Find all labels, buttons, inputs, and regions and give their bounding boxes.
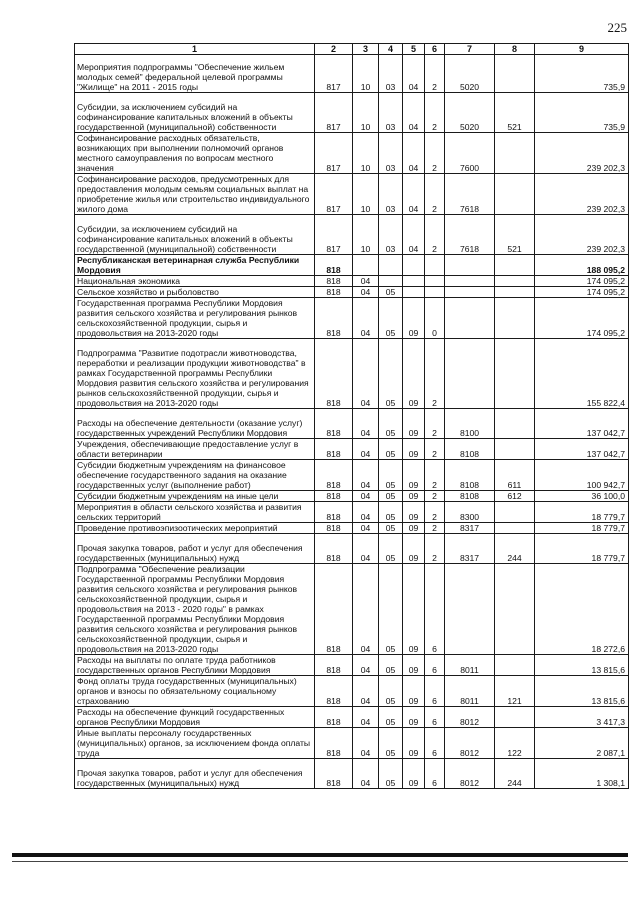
target-code: 8011 [445, 676, 495, 707]
table-row [75, 339, 629, 409]
row-sum: 174 095,2 [535, 298, 629, 339]
section-code: 04 [353, 439, 379, 460]
row-sum: 155 822,4 [535, 339, 629, 409]
dept-code: 818 [315, 287, 353, 298]
section-code: 10 [353, 174, 379, 215]
program-code: 09 [403, 523, 425, 534]
table-row [75, 255, 629, 276]
dept-code: 817 [315, 215, 353, 255]
row-name: Фонд оплаты труда государственных (муниципальных) органов и взносы по обязательному социальному страхованию [75, 676, 315, 707]
row-name: Подпрограмма "Обеспечение реализации Государственной программы Республики Мордовия развития сельского хозяйства и регулирования рынков сельскохозяйственной продукции, сырья и продовольствия на 2013 - 2020 годы" в рамках Государственной программы Республики Мордовия развития сельского хозяйства и регулирования рынков сельскохозяйственной продукции, сырья и продовольствия на 2013-2020 годы [75, 564, 315, 655]
section-code: 04 [353, 298, 379, 339]
subsection-code: 05 [379, 655, 403, 676]
subsection-code: 03 [379, 133, 403, 174]
subprogram-code [425, 255, 445, 276]
table-row [75, 491, 629, 502]
target-code: 8108 [445, 491, 495, 502]
section-code: 04 [353, 523, 379, 534]
program-code: 04 [403, 133, 425, 174]
expense-type-code [495, 255, 535, 276]
expense-type-code [495, 287, 535, 298]
table-row [75, 707, 629, 728]
expense-type-code [495, 564, 535, 655]
subsection-code: 05 [379, 759, 403, 789]
dept-code: 817 [315, 93, 353, 133]
row-sum: 18 779,7 [535, 523, 629, 534]
column-number-row [75, 44, 629, 55]
subsection-code: 05 [379, 707, 403, 728]
program-code: 09 [403, 655, 425, 676]
dept-code: 818 [315, 460, 353, 491]
row-name: Расходы на обеспечение функций государственных органов Республики Мордовия [75, 707, 315, 728]
subsection-code: 05 [379, 523, 403, 534]
target-code: 8100 [445, 409, 495, 439]
row-name: Прочая закупка товаров, работ и услуг для обеспечения государственных (муниципальных) нужд [75, 759, 315, 789]
table-row [75, 287, 629, 298]
subprogram-code [425, 287, 445, 298]
program-code [403, 255, 425, 276]
program-code: 09 [403, 439, 425, 460]
table-row [75, 409, 629, 439]
table-row [75, 564, 629, 655]
target-code: 8317 [445, 523, 495, 534]
footer-rule-thin [12, 861, 628, 862]
subsection-code: 05 [379, 439, 403, 460]
subsection-code: 05 [379, 409, 403, 439]
program-code: 09 [403, 298, 425, 339]
row-name: Субсидии, за исключением субсидий на софинансирование капитальных вложений в объекты государственной (муниципальной) собственности [75, 215, 315, 255]
subsection-code: 03 [379, 93, 403, 133]
row-sum: 137 042,7 [535, 409, 629, 439]
table-row [75, 728, 629, 759]
table-row [75, 439, 629, 460]
expense-type-code: 244 [495, 534, 535, 564]
section-code: 04 [353, 707, 379, 728]
expense-type-code [495, 409, 535, 439]
subprogram-code: 2 [425, 174, 445, 215]
footer-rule [12, 853, 628, 857]
target-code: 5020 [445, 55, 495, 93]
subsection-code: 05 [379, 460, 403, 491]
subprogram-code: 6 [425, 676, 445, 707]
page-number: 225 [607, 20, 627, 35]
dept-code: 818 [315, 298, 353, 339]
section-code: 04 [353, 460, 379, 491]
subprogram-code: 2 [425, 93, 445, 133]
row-name: Иные выплаты персоналу государственных (муниципальных) органов, за исключением фонда оплаты труда [75, 728, 315, 759]
section-code: 04 [353, 655, 379, 676]
row-name: Софинансирование расходов, предусмотренных для предоставления молодым семьям социальных выплат на приобретение жилья или строительство индивидуального жилого дома [75, 174, 315, 215]
dept-code: 818 [315, 339, 353, 409]
target-code [445, 298, 495, 339]
dept-code: 818 [315, 676, 353, 707]
expense-type-code: 521 [495, 215, 535, 255]
row-sum: 239 202,3 [535, 174, 629, 215]
target-code [445, 255, 495, 276]
program-code: 09 [403, 409, 425, 439]
program-code: 09 [403, 564, 425, 655]
expense-type-code [495, 655, 535, 676]
program-code [403, 276, 425, 287]
program-code: 09 [403, 502, 425, 523]
section-code: 04 [353, 276, 379, 287]
row-name: Субсидии бюджетным учреждениям на финансовое обеспечение государственного задания на оказание государственных услуг (выполнение работ) [75, 460, 315, 491]
table-row [75, 133, 629, 174]
row-sum: 100 942,7 [535, 460, 629, 491]
row-sum: 239 202,3 [535, 215, 629, 255]
row-sum: 13 815,6 [535, 676, 629, 707]
dept-code: 818 [315, 564, 353, 655]
subprogram-code: 2 [425, 502, 445, 523]
column-number: 2 [315, 44, 353, 55]
subsection-code: 03 [379, 174, 403, 215]
program-code: 09 [403, 759, 425, 789]
dept-code: 818 [315, 276, 353, 287]
section-code [353, 255, 379, 276]
section-code: 04 [353, 339, 379, 409]
expense-type-code [495, 55, 535, 93]
target-code [445, 276, 495, 287]
table-row [75, 298, 629, 339]
program-code [403, 287, 425, 298]
row-name: Проведение противоэпизоотических мероприятий [75, 523, 315, 534]
expense-type-code [495, 707, 535, 728]
subprogram-code: 6 [425, 728, 445, 759]
table-row [75, 534, 629, 564]
column-number: 1 [75, 44, 315, 55]
dept-code: 818 [315, 759, 353, 789]
expense-type-code: 521 [495, 93, 535, 133]
table-row [75, 55, 629, 93]
expense-type-code: 611 [495, 460, 535, 491]
target-code [445, 287, 495, 298]
target-code: 8012 [445, 707, 495, 728]
subprogram-code: 6 [425, 707, 445, 728]
subsection-code: 05 [379, 728, 403, 759]
subsection-code: 05 [379, 676, 403, 707]
expense-type-code [495, 174, 535, 215]
section-code: 10 [353, 133, 379, 174]
dept-code: 818 [315, 502, 353, 523]
budget-table [74, 43, 629, 789]
target-code: 7618 [445, 174, 495, 215]
program-code: 09 [403, 460, 425, 491]
dept-code: 818 [315, 255, 353, 276]
row-sum: 1 308,1 [535, 759, 629, 789]
expense-type-code: 122 [495, 728, 535, 759]
program-code: 09 [403, 534, 425, 564]
row-sum: 18 272,6 [535, 564, 629, 655]
program-code: 09 [403, 491, 425, 502]
table-row [75, 655, 629, 676]
expense-type-code [495, 502, 535, 523]
row-name: Учреждения, обеспечивающие предоставление услуг в области ветеринарии [75, 439, 315, 460]
target-code: 5020 [445, 93, 495, 133]
dept-code: 818 [315, 655, 353, 676]
section-code: 04 [353, 759, 379, 789]
section-code: 04 [353, 409, 379, 439]
table-row [75, 523, 629, 534]
expense-type-code: 244 [495, 759, 535, 789]
subprogram-code: 6 [425, 564, 445, 655]
table-row [75, 276, 629, 287]
subprogram-code: 2 [425, 409, 445, 439]
table-row [75, 676, 629, 707]
subprogram-code: 2 [425, 523, 445, 534]
row-sum: 36 100,0 [535, 491, 629, 502]
dept-code: 817 [315, 133, 353, 174]
subprogram-code: 2 [425, 339, 445, 409]
target-code: 8012 [445, 728, 495, 759]
target-code: 8317 [445, 534, 495, 564]
program-code: 04 [403, 174, 425, 215]
subsection-code: 05 [379, 502, 403, 523]
dept-code: 818 [315, 534, 353, 564]
dept-code: 818 [315, 491, 353, 502]
table-row [75, 460, 629, 491]
target-code [445, 339, 495, 409]
expense-type-code [495, 439, 535, 460]
subprogram-code: 6 [425, 759, 445, 789]
row-sum: 239 202,3 [535, 133, 629, 174]
row-sum: 174 095,2 [535, 276, 629, 287]
section-code: 04 [353, 287, 379, 298]
table-body [75, 55, 629, 789]
column-number: 7 [445, 44, 495, 55]
target-code: 8011 [445, 655, 495, 676]
subprogram-code: 0 [425, 298, 445, 339]
column-number: 4 [379, 44, 403, 55]
row-name: Субсидии, за исключением субсидий на софинансирование капитальных вложений в объекты государственной (муниципальной) собственности [75, 93, 315, 133]
section-code: 04 [353, 502, 379, 523]
dept-code: 818 [315, 523, 353, 534]
column-number: 6 [425, 44, 445, 55]
row-name: Мероприятия в области сельского хозяйства и развития сельских территорий [75, 502, 315, 523]
row-name: Подпрограмма "Развитие подотрасли животноводства, переработки и реализации продукции животноводства" в рамках Государственной программы Республики Мордовия развития сельского хозяйства и регулирования рынков сельскохозяйственной продукции, сырья и продовольствия на 2013-2020 годы [75, 339, 315, 409]
target-code: 8108 [445, 460, 495, 491]
subprogram-code: 2 [425, 534, 445, 564]
row-name: Субсидии бюджетным учреждениям на иные цели [75, 491, 315, 502]
row-sum: 188 095,2 [535, 255, 629, 276]
column-number: 8 [495, 44, 535, 55]
section-code: 10 [353, 93, 379, 133]
dept-code: 817 [315, 174, 353, 215]
row-name: Национальная экономика [75, 276, 315, 287]
subsection-code [379, 276, 403, 287]
row-name: Прочая закупка товаров, работ и услуг для обеспечения государственных (муниципальных) нужд [75, 534, 315, 564]
subprogram-code [425, 276, 445, 287]
row-name: Расходы на выплаты по оплате труда работников государственных органов Республики Мордовия [75, 655, 315, 676]
program-code: 09 [403, 728, 425, 759]
row-sum: 13 815,6 [535, 655, 629, 676]
row-name: Сельское хозяйство и рыболовство [75, 287, 315, 298]
expense-type-code [495, 276, 535, 287]
program-code: 04 [403, 215, 425, 255]
subsection-code: 05 [379, 534, 403, 564]
row-sum: 137 042,7 [535, 439, 629, 460]
section-code: 04 [353, 676, 379, 707]
subsection-code: 05 [379, 339, 403, 409]
expense-type-code [495, 298, 535, 339]
subprogram-code: 2 [425, 215, 445, 255]
target-code: 8108 [445, 439, 495, 460]
target-code: 7600 [445, 133, 495, 174]
target-code: 8300 [445, 502, 495, 523]
section-code: 10 [353, 55, 379, 93]
subsection-code [379, 255, 403, 276]
subprogram-code: 2 [425, 133, 445, 174]
section-code: 04 [353, 564, 379, 655]
program-code: 09 [403, 676, 425, 707]
row-sum: 18 779,7 [535, 534, 629, 564]
column-number: 5 [403, 44, 425, 55]
dept-code: 818 [315, 439, 353, 460]
expense-type-code: 612 [495, 491, 535, 502]
expense-type-code: 121 [495, 676, 535, 707]
row-name: Государственная программа Республики Мордовия развития сельского хозяйства и регулирования рынков сельскохозяйственной продукции, сырья и продовольствия на 2013-2020 годы [75, 298, 315, 339]
subprogram-code: 6 [425, 655, 445, 676]
dept-code: 818 [315, 728, 353, 759]
subprogram-code: 2 [425, 439, 445, 460]
section-code: 04 [353, 491, 379, 502]
program-code: 09 [403, 339, 425, 409]
subprogram-code: 2 [425, 491, 445, 502]
program-code: 09 [403, 707, 425, 728]
table-row [75, 759, 629, 789]
dept-code: 818 [315, 707, 353, 728]
target-code [445, 564, 495, 655]
program-code: 04 [403, 55, 425, 93]
subsection-code: 05 [379, 491, 403, 502]
table-row [75, 502, 629, 523]
subsection-code: 05 [379, 287, 403, 298]
row-name: Софинансирование расходных обязательств, возникающих при выполнении полномочий органов местного самоуправления по вопросам местного значения [75, 133, 315, 174]
subsection-code: 03 [379, 215, 403, 255]
column-number: 3 [353, 44, 379, 55]
row-sum: 174 095,2 [535, 287, 629, 298]
section-code: 04 [353, 728, 379, 759]
row-name: Республиканская ветеринарная служба Республики Мордовия [75, 255, 315, 276]
row-sum: 3 417,3 [535, 707, 629, 728]
column-number: 9 [535, 44, 629, 55]
program-code: 04 [403, 93, 425, 133]
dept-code: 817 [315, 55, 353, 93]
table-row [75, 215, 629, 255]
expense-type-code [495, 523, 535, 534]
section-code: 04 [353, 534, 379, 564]
subprogram-code: 2 [425, 55, 445, 93]
row-sum: 18 779,7 [535, 502, 629, 523]
row-sum: 735,9 [535, 55, 629, 93]
target-code: 8012 [445, 759, 495, 789]
subsection-code: 05 [379, 564, 403, 655]
row-name: Мероприятия подпрограммы "Обеспечение жильем молодых семей" федеральной целевой программы "Жилище" на 2011 - 2015 годы [75, 55, 315, 93]
subprogram-code: 2 [425, 460, 445, 491]
subsection-code: 03 [379, 55, 403, 93]
section-code: 10 [353, 215, 379, 255]
expense-type-code [495, 133, 535, 174]
dept-code: 818 [315, 409, 353, 439]
target-code: 7618 [445, 215, 495, 255]
subsection-code: 05 [379, 298, 403, 339]
row-sum: 735,9 [535, 93, 629, 133]
row-sum: 2 087,1 [535, 728, 629, 759]
expense-type-code [495, 339, 535, 409]
table-row [75, 93, 629, 133]
row-name: Расходы на обеспечение деятельности (оказание услуг) государственных учреждений Республики Мордовия [75, 409, 315, 439]
table-row [75, 174, 629, 215]
